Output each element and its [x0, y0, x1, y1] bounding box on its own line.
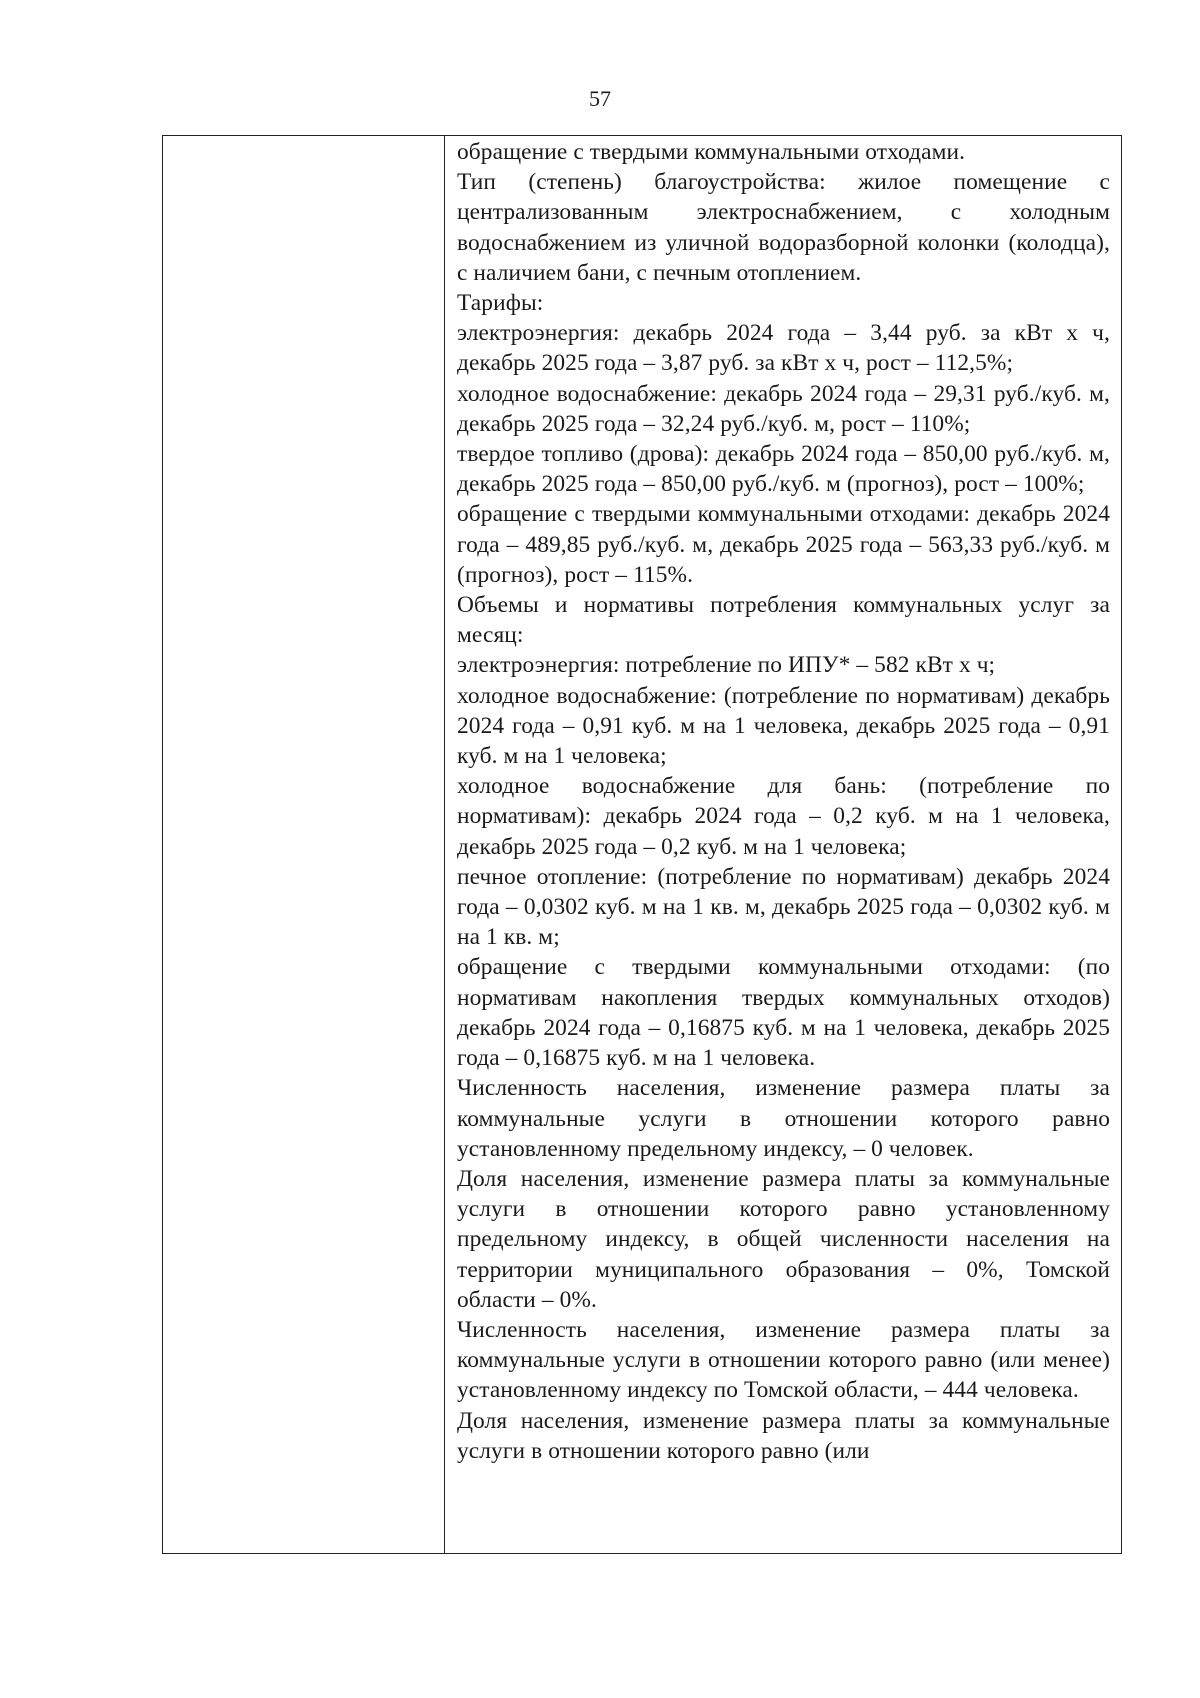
table-paragraph: холодное водоснабжение: (потребление по нормативам) декабрь 2024 года – 0,91 куб. м на 1 человека, декабрь 2025 года – 0,91 куб. м на 1 человека;: [457, 682, 1110, 770]
table-paragraph: холодное водоснабжение для бань: (потребление по нормативам): декабрь 2024 года – 0,2 куб. м на 1 человека, декабрь 2025 года – 0,2 куб. м на 1 человека;: [457, 773, 1110, 860]
page-number: 57: [589, 86, 611, 111]
table-paragraph: твердое топливо (дрова): декабрь 2024 года – 850,00 руб./куб. м, декабрь 2025 года – 850,00 руб./куб. м (прогноз), рост – 100%;: [457, 441, 1110, 498]
table-paragraph: Тип (степень) благоустройства: жилое помещение с централизованным электроснабжением, с холодным водоснабжением из уличной водоразборной колонки (колодца), с наличием бани, с печным отоплением.: [457, 169, 1110, 286]
table-paragraph: Тарифы:: [457, 290, 544, 317]
table-paragraph: обращение с твердыми коммунальными отходами.: [457, 139, 966, 165]
table-paragraph: Объемы и нормативы потребления коммунальных услуг за месяц:: [457, 592, 1110, 649]
table-paragraph: Доля населения, изменение размера платы за коммунальные услуги в отношении которого равно установленному предельному индексу, в общей численности населения на территории муниципального образования – 0%, Томской области – 0%.: [457, 1165, 1110, 1313]
table-left-cell: [163, 136, 445, 1553]
table-paragraph: электроэнергия: декабрь 2024 года – 3,44 руб. за кВт х ч, декабрь 2025 года – 3,87 руб. за кВт х ч, рост – 112,5%;: [457, 320, 1110, 377]
table-paragraph: обращение с твердыми коммунальными отходами: (по нормативам накопления твердых коммунальных отходов) декабрь 2024 года – 0,16875 куб. м на 1 человека, декабрь 2025 года – 0,16875 куб. м на 1 человека.: [457, 954, 1110, 1072]
document-table: [162, 135, 1122, 1554]
table-paragraph: Численность населения, изменение размера платы за коммунальные услуги в отношении которого равно установленному предельному индексу, – 0 человек.: [457, 1075, 1110, 1162]
table-paragraph: обращение с твердыми коммунальными отходами: декабрь 2024 года – 489,85 руб./куб. м, декабрь 2025 года – 563,33 руб./куб. м (прогноз), рост – 115%.: [457, 501, 1110, 588]
table-right-cell: [445, 136, 1121, 1553]
table-paragraph: печное отопление: (потребление по нормативам) декабрь 2024 года – 0,0302 куб. м на 1 кв. м, декабрь 2025 года – 0,0302 куб. м на 1 кв. м;: [457, 863, 1110, 951]
table-paragraph: Численность населения, изменение размера платы за коммунальные услуги в отношении которого равно (или менее) установленному индексу по Томской области, – 444 человека.: [457, 1316, 1110, 1404]
table-paragraph: электроэнергия: потребление по ИПУ* – 582 кВт х ч;: [457, 652, 996, 679]
table-paragraph: Доля населения, изменение размера платы за коммунальные услуги в отношении которого равно (или: [457, 1407, 1110, 1464]
table-paragraph: холодное водоснабжение: декабрь 2024 года – 29,31 руб./куб. м, декабрь 2025 года – 32,24 руб./куб. м, рост – 110%;: [457, 380, 1110, 437]
